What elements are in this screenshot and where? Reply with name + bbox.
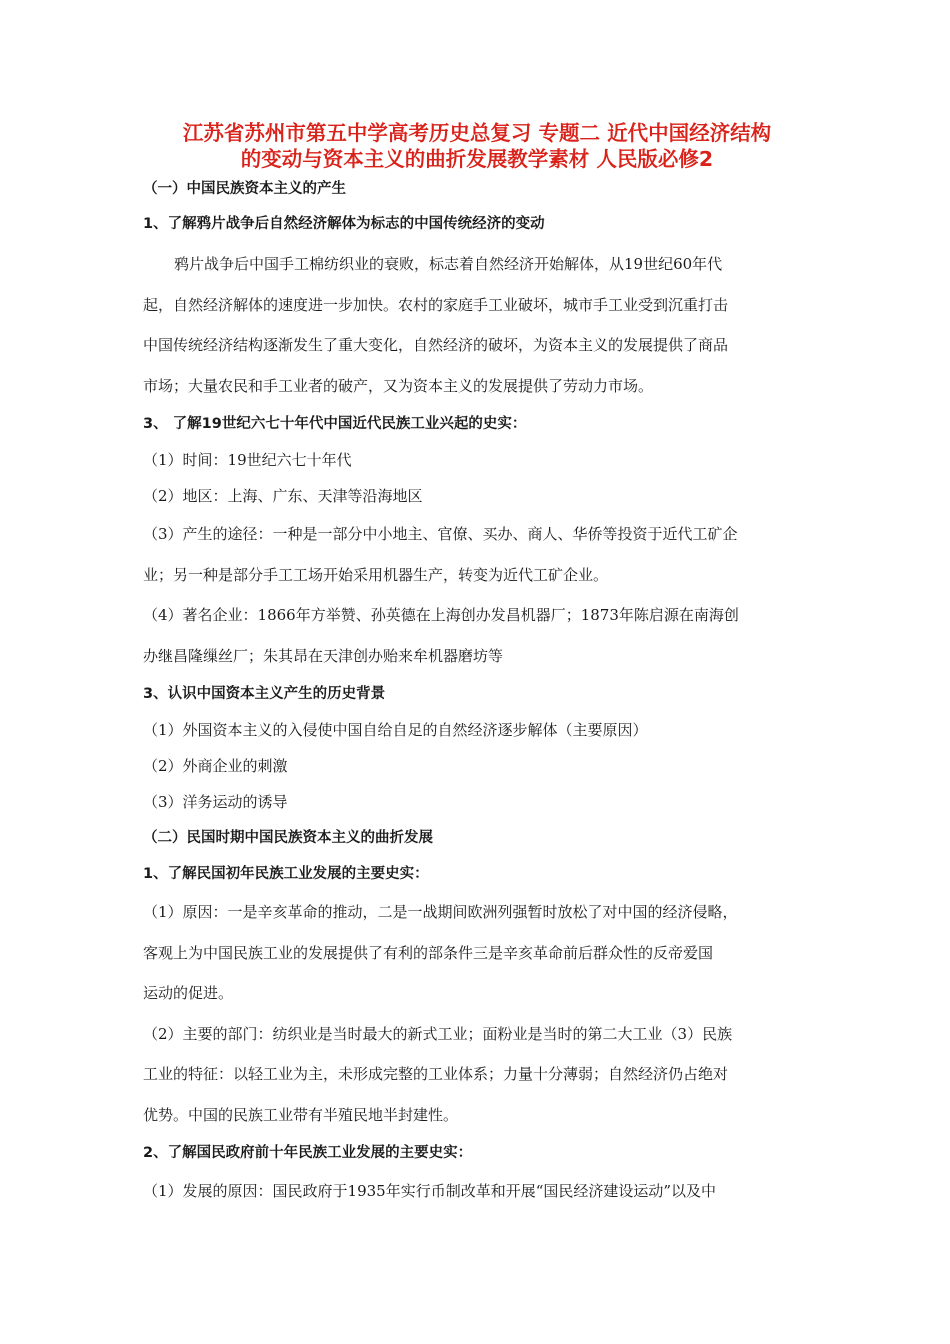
- paragraph-line: 市场；大量农民和手工业者的破产，又为资本主义的发展提供了劳动力市场。: [143, 376, 654, 395]
- paragraph-line: （1）原因：一是辛亥革命的推动，二是一战期间欧洲列强暂时放松了对中国的经济侵略，: [143, 903, 738, 921]
- item2-point: （2）地区：上海、广东、天津等沿海地区: [143, 487, 423, 505]
- item-heading-5: 2、了解国民政府前十年民族工业发展的主要史实：: [143, 1145, 473, 1161]
- paragraph-line: 中国传统经济结构逐渐发生了重大变化，自然经济的破坏，为资本主义的发展提供了商品: [143, 336, 729, 354]
- paragraph-line: 鸦片战争后中国手工棉纺织业的衰败，标志着自然经济开始解体，从19世纪60年代: [174, 255, 723, 273]
- item3-point: （2）外商企业的刺激: [143, 757, 288, 775]
- item2-point3: [143, 514, 811, 595]
- paragraph-line: 起，自然经济解体的速度进一步加快。农村的家庭手工业破坏，城市手工业受到沉重打击: [143, 295, 729, 314]
- item-heading-2: 3、 了解19世纪六七十年代中国近代民族工业兴起的史实：: [143, 416, 527, 432]
- item-heading-1: 1、了解鸦片战争后自然经济解体为标志的中国传统经济的变动: [143, 216, 545, 232]
- title-line: 江苏省苏州市第五中学高考历史总复习 专题二 近代中国经济结构: [182, 121, 772, 145]
- document-title: [137, 120, 817, 172]
- document-page: [143, 120, 811, 1211]
- item3-point: （1）外国资本主义的入侵使中国自给自足的自然经济逐步解体（主要原因）: [143, 721, 648, 739]
- paragraph-line: 优势。中国的民族工业带有半殖民地半封建性。: [143, 1105, 459, 1124]
- item-heading-4: 1、了解民国初年民族工业发展的主要史实：: [143, 866, 429, 882]
- paragraph-line: 客观上为中国民族工业的发展提供了有利的部条件三是辛亥革命前后群众性的反帝爱国: [143, 943, 714, 962]
- item5-point: （1）发展的原因：国民政府于1935年实行币制改革和开展“国民经济建设运动”以及中: [143, 1182, 717, 1200]
- paragraph-line: 办继昌隆缫丝厂；朱其昂在天津创办贻来牟机器磨坊等: [143, 646, 504, 665]
- item3-point: （3）洋务运动的诱导: [143, 793, 288, 811]
- paragraph-line: （3）产生的途径：一种是一部分中小地主、官僚、买办、商人、华侨等投资于近代工矿企: [143, 525, 738, 543]
- item1-paragraph: [143, 244, 811, 406]
- item2-point: （1）时间：19世纪六七十年代: [143, 451, 352, 469]
- item4-point2: [143, 1014, 811, 1136]
- item4-point1: [143, 892, 811, 1014]
- section-heading-1: （一）中国民族资本主义的产生: [143, 181, 346, 197]
- title-line: 的变动与资本主义的曲折发展教学素材 人民版必修2: [240, 147, 714, 171]
- paragraph-line: 运动的促进。: [143, 984, 234, 1002]
- section-heading-2: （二）民国时期中国民族资本主义的曲折发展: [143, 830, 433, 846]
- paragraph-line: 业；另一种是部分手工工场开始采用机器生产，转变为近代工矿企业。: [143, 565, 609, 584]
- item-heading-3: 3、认识中国资本主义产生的历史背景: [143, 686, 386, 702]
- paragraph-line: 工业的特征：以轻工业为主，未形成完整的工业体系；力量十分薄弱；自然经济仍占绝对: [143, 1065, 729, 1083]
- item2-point4: [143, 595, 811, 676]
- paragraph-line: （4）著名企业：1866年方举赞、孙英德在上海创办发昌机器厂；1873年陈启源在南海创: [143, 606, 739, 624]
- paragraph-line: （2）主要的部门：纺织业是当时最大的新式工业；面粉业是当时的第二大工业（3）民族: [143, 1024, 733, 1043]
